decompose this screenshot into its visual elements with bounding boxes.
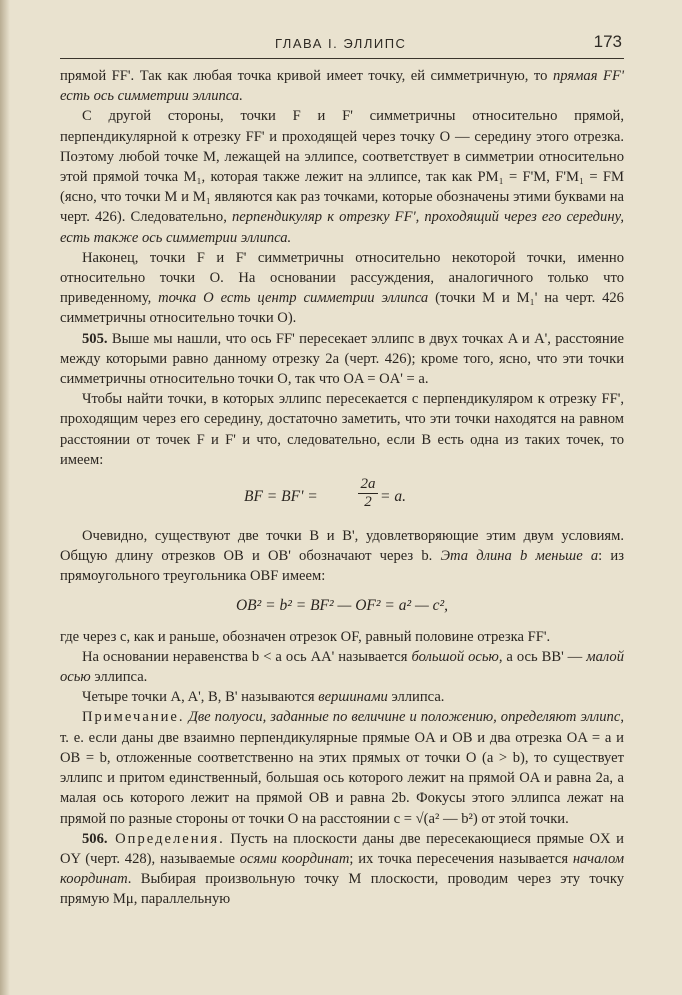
text: Наконец, точки F и F' симметричны относительно некоторой точки, именно относительно точки O. На основании рассуждения, аналогичного только что приведенному, [60, 249, 624, 307]
formula-rhs: = a. [380, 488, 406, 506]
paragraph-506 [60, 829, 624, 910]
page-edge-shadow [0, 0, 10, 995]
note-label: Примечание. [82, 709, 185, 726]
paragraph-5 [60, 389, 624, 470]
paragraph-1 [60, 66, 624, 106]
emphasis-text: большой осью [411, 648, 499, 665]
page-body [60, 66, 624, 910]
definitions-label: Определения. [107, 830, 225, 847]
text: Четыре точки A, A', B, B' называются [82, 689, 319, 706]
chapter-title: ГЛАВА I. ЭЛЛИПС [275, 36, 407, 51]
paragraph-505 [60, 329, 624, 390]
paragraph-7 [60, 627, 624, 647]
formula-lhs: BF = BF' = [244, 488, 318, 506]
paragraph-3 [60, 248, 624, 329]
text: Очевидно, существуют две точки B и B', удовлетворяющие этим двум условиям. Общую длину отрезков OB и OB' обозначают через b. [60, 528, 624, 565]
emphasis-text: перпендикуляр к отрезку FF', проходящий через его середину, есть также ось симметрии эллипса. [60, 209, 624, 246]
page-number: 173 [593, 32, 622, 51]
formula-bf [60, 476, 624, 516]
emphasis-text: осями координат [239, 850, 350, 867]
formula-ob: OB² = b² = BF² — OF² = a² — c², [235, 596, 449, 614]
text: , т. е. если даны две взаимно перпендикулярные прямые OA и OB и два отрезка OA = a и OB = b, отложенные соответственно на этих прямых от точки O (a > b), то существует эллипс и притом единственный, большая ось которого лежит на прямой OA и равна 2a, а малая ось которого лежит на прямой OB и равна 2b. Фокусы этого эллипса лежат на прямой по разные стороны от точки O на расстоянии c = √(a² — b²) от этой точки. [60, 709, 624, 827]
fraction-denominator: 2 [364, 494, 372, 511]
text: (точки M и M₁' на черт. 426 симметричны относительно точки O). [60, 290, 624, 327]
emphasis-text: вершинами [318, 689, 388, 706]
section-number: 506. [82, 830, 108, 847]
emphasis-text: прямая FF' есть ось симметрии эллипса. [60, 68, 624, 105]
emphasis-text: малой осью [60, 648, 624, 686]
paragraph-8 [60, 647, 624, 687]
text: На основании неравенства b < a ось AA' называется [82, 648, 412, 665]
text: Чтобы найти точки, в которых эллипс пересекается с перпендикуляром к отрезку FF', проходящим через его середину, достаточно заметить, что эти точки находятся на равном расстоянии от точек F и F' и что, следовательно, если B есть одна из таких точек, то имеем: [60, 391, 624, 468]
paragraph-6 [60, 526, 624, 587]
emphasis-text: началом координат [60, 850, 625, 888]
emphasis-text: Две полуоси, заданные по величине и положению, определяют эллипс [184, 709, 621, 726]
emphasis-text: Эта длина b меньше a [440, 548, 599, 565]
text: , а ось BB' — [498, 648, 587, 665]
paragraph-note [60, 707, 624, 828]
text: где через c, как и раньше, обозначен отрезок OF, равный половине отрезка FF'. [60, 628, 551, 645]
text: : из прямоугольного треугольника OBF имеем: [60, 548, 624, 585]
fraction [358, 476, 378, 511]
text: Пусть на плоскости даны две пересекающиеся прямые OX и OY (черт. 428), называемые [60, 830, 624, 867]
text: эллипса. [90, 669, 148, 686]
text: С другой стороны, точки F и F' симметричны относительно прямой, перпендикулярной к отрезку FF' и проходящей через точку O — середину этого отрезка. Поэтому любой точке M, лежащей на эллипсе, соответствует в симметрии относительно этой прямой точка M₁, которая также лежит на эллипсе, так как PM₁ = F'M, F'M₁ = FM (ясно, что точки M и M₁ являются как раз точками, которые обозначены этими буквами на черт. 426). Следовательно, [60, 108, 624, 226]
text: Выше мы нашли, что ось FF' пересекает эллипс в двух точках A и A', расстояние между которыми равно данному отрезку 2a (черт. 426); кроме того, ясно, что эти точки симметричны относительно точки O, так что OA = OA' = a. [60, 330, 624, 388]
text: эллипса. [387, 689, 445, 706]
text: прямой FF'. Так как любая точка кривой имеет точку, ей симметричную, то [60, 68, 553, 84]
paragraph-2 [60, 106, 624, 247]
text: ; их точка пересечения называется [349, 850, 573, 867]
emphasis-text: точка O есть центр симметрии эллипса [158, 290, 429, 307]
paragraph-9 [60, 687, 624, 707]
fraction-numerator: 2a [358, 476, 378, 494]
running-header [60, 32, 624, 59]
section-number: 505. [82, 330, 108, 347]
text: . Выбирая произвольную точку M плоскости, проводим через эту точку прямую Mμ, параллельную [60, 871, 624, 908]
